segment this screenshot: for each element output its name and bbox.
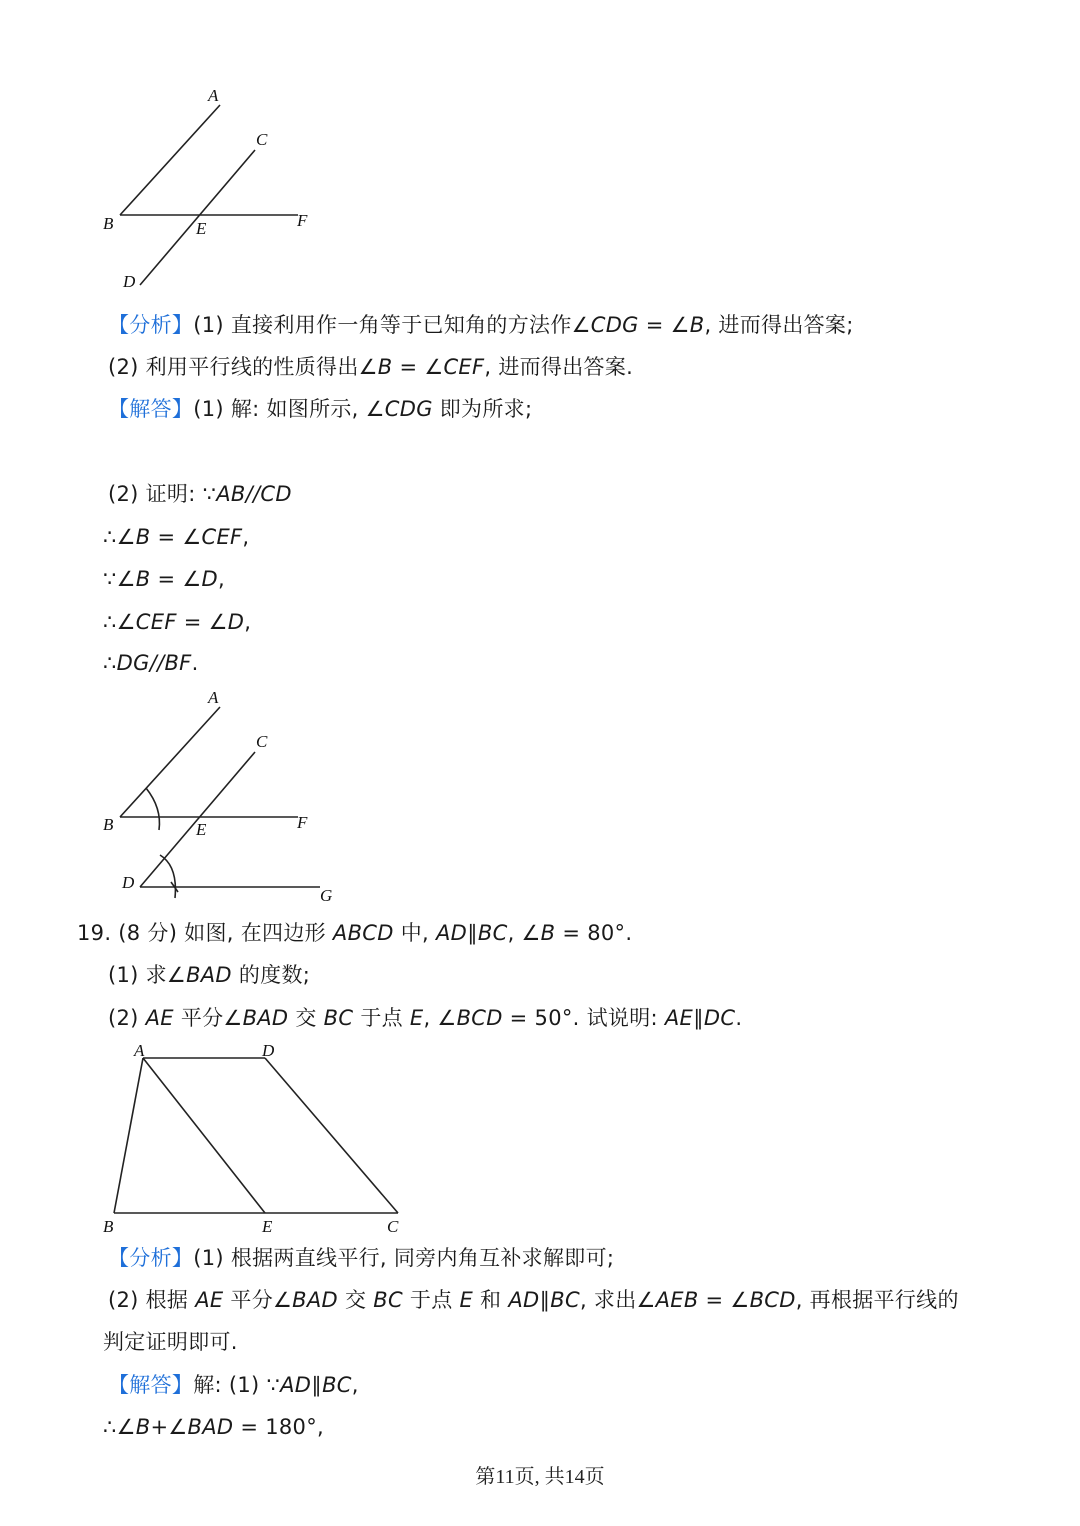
q19-answer-1: 【解答】解: (1) ∵AD∥BC,	[108, 1373, 359, 1397]
q18-step-2: ∵∠B = ∠D,	[103, 567, 225, 591]
label-d: D	[123, 272, 136, 291]
label-f: F	[297, 813, 308, 832]
label-e: E	[196, 820, 207, 839]
answer-tag: 【解答】	[108, 1373, 194, 1397]
label-b: B	[103, 214, 114, 233]
q18-step-4: ∴DG//BF.	[103, 651, 199, 675]
label-a: A	[208, 688, 219, 707]
segment-ae	[143, 1058, 265, 1213]
q18-proof-start: (2) 证明: ∵AB//CD	[108, 482, 292, 506]
label-f: F	[297, 211, 308, 230]
label-d: D	[122, 873, 135, 892]
label-g: G	[320, 886, 333, 905]
q19-analysis-1: 【分析】(1) 根据两直线平行, 同旁内角互补求解即可;	[108, 1246, 615, 1270]
analysis-tag: 【分析】	[108, 1246, 194, 1270]
label-c: C	[256, 130, 268, 149]
label-c: C	[256, 732, 268, 751]
q19-analysis-3: 判定证明即可.	[103, 1330, 238, 1354]
q19-answer-2: ∴∠B+∠BAD = 180°,	[103, 1415, 324, 1439]
q18-answer-1: 【解答】(1) 解: 如图所示, ∠CDG 即为所求;	[108, 397, 533, 421]
q18-analysis-2: (2) 利用平行线的性质得出∠B = ∠CEF, 进而得出答案.	[108, 355, 634, 379]
q18-step-1: ∴∠B = ∠CEF,	[103, 525, 250, 549]
segment-ab	[114, 1058, 143, 1213]
q19-stem: 19. (8 分) 如图, 在四边形 ABCD 中, AD∥BC, ∠B = 80°.	[77, 921, 633, 945]
q19-sub-1: (1) 求∠BAD 的度数;	[108, 963, 311, 987]
label-e: E	[196, 219, 207, 238]
q19-sub-2: (2) AE 平分∠BAD 交 BC 于点 E, ∠BCD = 50°. 试说明: AE∥DC.	[108, 1006, 743, 1030]
label-b: B	[103, 815, 114, 834]
q19-analysis-2: (2) 根据 AE 平分∠BAD 交 BC 于点 E 和 AD∥BC, 求出∠AEB = ∠BCD, 再根据平行线的	[108, 1288, 959, 1312]
label-c: C	[387, 1217, 399, 1236]
q18-step-3: ∴∠CEF = ∠D,	[103, 610, 252, 634]
page-footer: 第11页, 共14页	[475, 1466, 605, 1488]
label-b: B	[103, 1217, 114, 1236]
label-a: A	[134, 1041, 145, 1060]
analysis-tag: 【分析】	[108, 313, 194, 337]
label-d: D	[262, 1041, 275, 1060]
segment-dc	[265, 1058, 398, 1213]
answer-tag: 【解答】	[108, 397, 194, 421]
q18-analysis-1: 【分析】(1) 直接利用作一角等于已知角的方法作∠CDG = ∠B, 进而得出答案;	[108, 313, 854, 337]
label-a: A	[208, 86, 219, 105]
label-e: E	[262, 1217, 273, 1236]
